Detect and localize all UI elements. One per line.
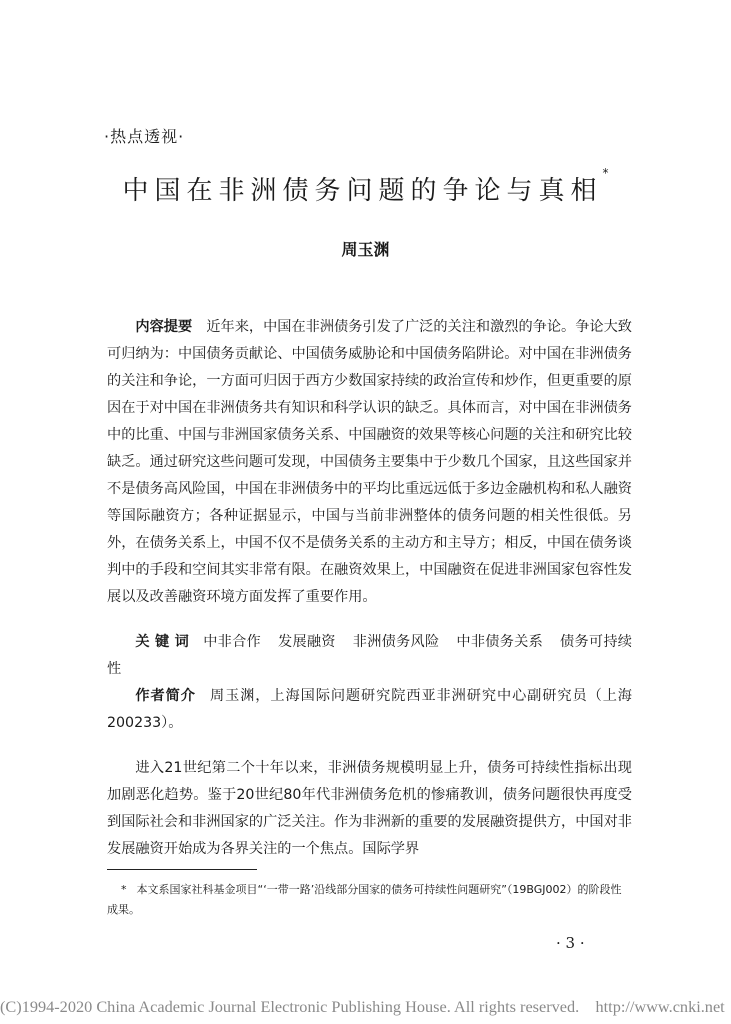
copyright-footer: (C)1994-2020 China Academic Journal Electronic Publishing House. All rights reserved. http://www.cnki.net [0,997,725,1016]
keyword-item: 中非合作 [203,634,261,650]
keyword-item: 中非债务关系 [456,634,543,650]
author-bio-label: 作者简介 [135,688,196,704]
keyword-item: 债务可持续性 [107,634,632,677]
footnote [107,880,632,920]
keywords [107,629,632,683]
keyword-item: 非洲债务风险 [352,634,440,650]
author-bio [107,683,647,737]
article-title [0,166,731,207]
abstract-label: 内容提要 [135,319,193,335]
abstract [107,314,632,611]
page-number: · 3 · [556,934,585,952]
keyword-item: 发展融资 [278,634,336,650]
body-paragraph: 进入21世纪第二个十年以来，非洲债务规模明显上升，债务可持续性指标出现加剧恶化趋势。鉴于20世纪80年代非洲债务危机的惨痛教训，债务问题很快再度受到国际社会和非洲国家的广泛关注。作为非洲新的重要的发展融资提供方，中国对非发展融资开始成为各界关注的一个焦点。国际学界 [107,760,632,857]
abstract-text: 近年来，中国在非洲债务引发了广泛的关注和激烈的争论。争论大致可归纳为：中国债务贡献论、中国债务威胁论和中国债务陷阱论。对中国在非洲债务的关注和争论，一方面可归因于西方少数国家持续的政治宣传和炒作，但更重要的原因在于对中国在非洲债务共有知识和科学认识的缺乏。具体而言，对中国在非洲债务中的比重、中国与非洲国家债务关系、中国融资的效果等核心问题的关注和研究比较缺乏。通过研究这些问题可发现，中国债务主要集中于少数几个国家，且这些国家并不是债务高风险国，中国在非洲债务中的平均比重远远低于多边金融机构和私人融资等国际融资方；各种证据显示，中国与当前非洲整体的债务问题的相关性很低。另外，在债务关系上，中国不仅不是债务关系的主动方和主导方；相反，中国在债务谈判中的手段和空间其实非常有限。在融资效果上，中国融资在促进非洲国家包容性发展以及改善融资环境方面发挥了重要作用。 [107,319,632,605]
keywords-label: 关 键 词 [135,634,190,650]
footnote-divider [107,869,257,870]
section-tag: ·热点透视· [104,127,185,146]
footnote-text: 本文系国家社科基金项目“‘一带一路’沿线部分国家的债务可持续性问题研究”（19BGJ002）的阶段性成果。 [107,883,622,916]
title-footnote-mark: * [602,166,609,180]
title-text: 中国在非洲债务问题的争论与真相 [122,176,603,206]
author-name: 周玉渊 [341,240,390,259]
footnote-mark: * [121,883,127,896]
author-bio-text: 周玉渊，上海国际问题研究院西亚非洲研究中心副研究员（上海 200233）。 [107,688,647,731]
